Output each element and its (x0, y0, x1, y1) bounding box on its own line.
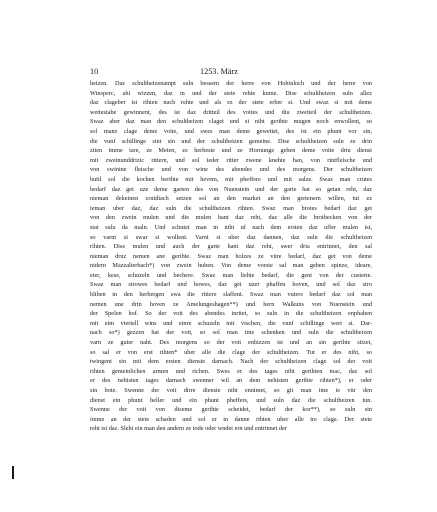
text-line: Swaz man strowes bedarf und howes, daz get uzer phaffen hoven, und sol daz stro (90, 281, 372, 289)
text-line: twingent sin mit dem ersten dienste darnach. Nach der schultheizen clage sol der voit (90, 358, 372, 366)
text-line: sol manz clage deme voite, und swes man deme gewettet, des ist ein phunt vor sin, (90, 127, 372, 135)
text-line: dienst ein phunt heller und ein phunt pheffers, und suln daz die schultheizen tun. (90, 396, 372, 404)
text-line: bedarf daz get uze deme garten des von Nuenstein und der garte hat so getan reht, daz (90, 185, 372, 193)
running-header: 1253. März (200, 67, 238, 76)
text-line: nieman druz nemen ane gerihte. Swaz man holzes ze vüre bedarf, daz get von deme (90, 252, 372, 260)
text-line: imme an der stete schaden und sol er in danne rihten uber alle ire clage. Der stete (90, 415, 372, 423)
text-line: Swaz aber daz man den schultheizen claget und si niht gerihte mugen noch enwollent, so (90, 118, 372, 126)
text-line: nach so*) gezzen hat der voit, so sol man ime schenken und suln die schultheizen (90, 329, 372, 337)
text-line: daz clageber ist rihten nach rehte und als ez der stete erber si. Und swaz si mit deme (90, 99, 372, 107)
text-line: nidern Mazzalterbach*) von zwein huben. Von deme vorste sal man geben spinze, ideare, (90, 262, 372, 270)
text-line: von den zwein mulen und die mulen hant daz reht, daz alle die brotbecken von der (90, 214, 372, 222)
text-line: eier, kese, schuzeln und bechere. Swaz man liehte bedarf, die gent von der custerie. (90, 271, 372, 279)
text-line: rihten gemeinlichen armen und richen. Swes er des tages niht gerihten mac, daz sol (90, 367, 372, 375)
text-line: stat sulu da maln. Und schutet man in niht uf nach dem ersten daz uffer mulen ist, (90, 223, 372, 231)
text-line: er des nehisten tages darnach swenner wil an dem nehisten gerihte rihten*), er oder (90, 377, 372, 385)
body-text (90, 79, 372, 434)
text-line: mit eim viertell wins und einre schuzeln mit vischen, die vunf schillinge wert si. Dar- (90, 319, 372, 327)
text-line: mit zweinunddrizic rittern, und sol ieder ritter zwene knehte han, von rintfleische und (90, 156, 372, 164)
text-line: varn ze guter naht. Des morgens so der voit enbizzen ist und an sin gerihte sitzet, (90, 339, 372, 347)
text-line: butil sol die kochen berihte mit hevem, mit pheffere und mit salze. Swaz man crutes (90, 175, 372, 183)
text-line: so sal er von erst rihten* uber alle die clage der schultheizen. Tut er des niht, so (90, 348, 372, 356)
text-line: der Spelen hof. So der voit des abendes inritet, so suln in die schultheizen enphahen (90, 310, 372, 318)
text-line: bliben in den herbergen swa die rittere slaffent. Swaz man vuters bedarf daz sol man (90, 291, 372, 299)
text-line: reht ist daz. Sleht ein man den andern ze tode oder wndet ern und entrinnet der (90, 425, 287, 433)
text-line: nieman dekeinen crutdiach setzen sol an den market an den gertenern willen, tut ez (90, 195, 372, 203)
text-line: so varnt si swar si wollent. Varnt si uber daz dannen, daz suln die schultheizen (90, 233, 372, 241)
text-line: von swinine fleische und von wine des abendes und des morgens. Der schultheizen (90, 166, 372, 174)
text-line: rihten. Dise mulen und auch der garte hant daz reht, swer dria entrinnet, den sal (90, 243, 372, 251)
text-line: sin bote. Swenne der voit dirre dienste niht ennimet, so git man ime ie vür den (90, 387, 372, 394)
text-line: heizen. Daz schultheizenampt suln bessern der herre von Hohinloch und der herre von (90, 80, 372, 87)
text-line: Winsperc, ahi wizzen, daz in und der stete rehte kume. Dise schultheizen suln allez (90, 89, 372, 97)
text-line: die vunf schillinge sint sin und der schultheizen gemeine. Dise schultheizen suln ze drin (90, 137, 372, 145)
text-line: ieman uber daz, daz suln die schultheizen rihten. Swaz man brotes bedarf daz get (90, 204, 372, 212)
margin-mark (12, 466, 14, 479)
text-line: nemen une drin hoven ze Amelungeshagen**) und hern Walkuns von Nuenstein und (90, 300, 372, 308)
text-line: ziten imme iare, ze Meien, ze herbeste und ze Hornunge geben deme voite driu dienst (90, 147, 372, 155)
text-line: wettestabe gewinnent, des ist daz dritteil des voites und diu zweiteil der schultheizen. (90, 108, 372, 116)
text-line: Swenne der voit von diseme gerihte scheidet, bedarf der kor**), so suln sin (90, 406, 372, 414)
page-number: 10 (90, 67, 99, 76)
